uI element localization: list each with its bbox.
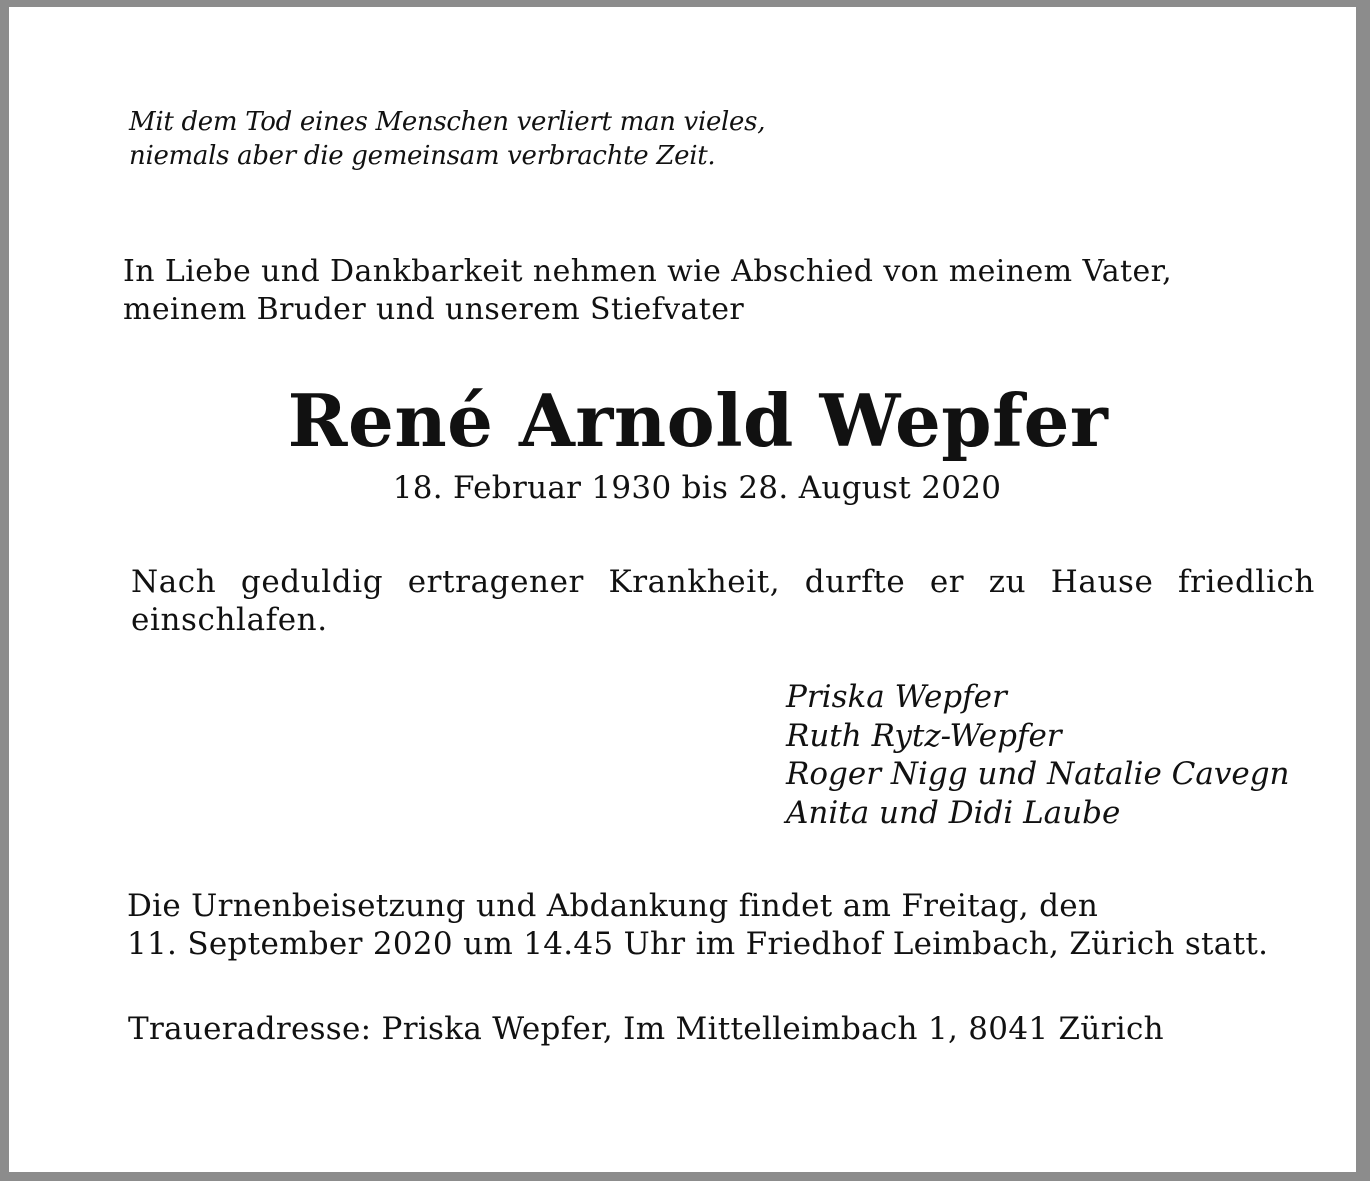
mourners-list (786, 678, 1290, 832)
deceased-name: René Arnold Wepfer (287, 378, 1109, 463)
ceremony-info (127, 887, 1268, 963)
intro-line-1: In Liebe und Dankbarkeit nehmen wie Abschied von meinem Vater, (123, 254, 1173, 289)
mourner-name: Priska Wepfer (786, 679, 1007, 715)
ceremony-line-2: 11. September 2020 um 14.45 Uhr im Friedhof Leimbach, Zürich statt. (127, 926, 1269, 962)
ceremony-line-1: Die Urnenbeisetzung und Abdankung findet am Freitag, den (127, 888, 1099, 924)
motto-line-2: niemals aber die gemeinsam verbrachte Zeit. (129, 141, 716, 171)
illness-line-1: Nach geduldig ertragener Krankheit, durfte er zu Hause friedlich (131, 564, 1315, 600)
mourner-name: Roger Nigg und Natalie Cavegn (786, 756, 1290, 792)
intro-text (123, 253, 1172, 329)
mourner-name: Anita und Didi Laube (786, 794, 1121, 831)
mourning-address: Traueradresse: Priska Wepfer, Im Mittelleimbach 1, 8041 Zürich (128, 1011, 1164, 1047)
motto-line-1: Mit dem Tod eines Menschen verliert man vieles, (129, 107, 766, 137)
intro-line-2: meinem Bruder und unserem Stiefvater (123, 292, 745, 327)
mourner-name: Ruth Rytz-Wepfer (786, 717, 1062, 754)
illness-line-2: einschlafen. (131, 602, 328, 638)
life-dates: 18. Februar 1930 bis 28. August 2020 (392, 470, 1002, 506)
illness-text (131, 563, 1315, 639)
motto-quote (129, 105, 765, 173)
